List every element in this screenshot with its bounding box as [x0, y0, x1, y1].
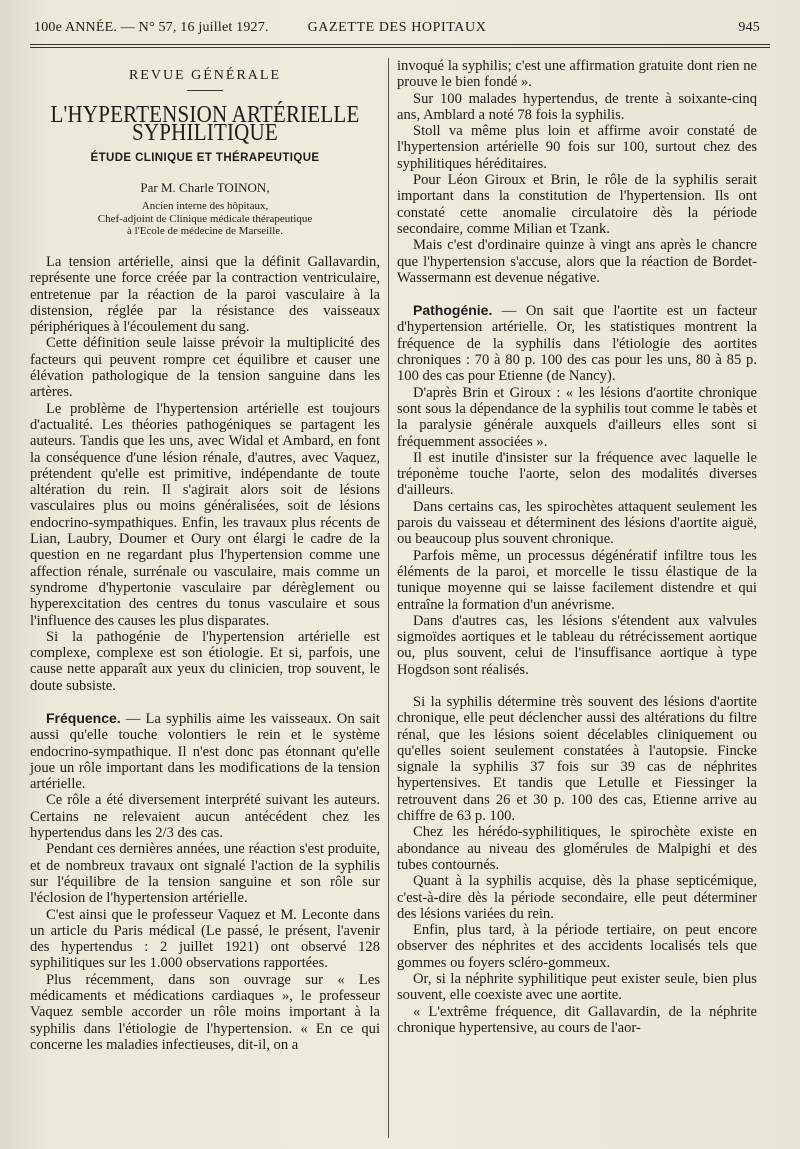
kicker-rule	[187, 90, 223, 91]
body-paragraph: Quant à la syphilis acquise, dès la phase septicémique, c'est-à-dire dès la période secondaire, elle peut déterminer des lésions variées du rein.	[397, 873, 757, 922]
body-paragraph: Si la syphilis détermine très souvent des lésions d'aortite chronique, elle peut déclencher aussi des altérations du filtre rénal, que les lésions soient décelables cliniquement ou qu'elles soient seulement constatées à l'autopsie. Fincke signale la syphilis 37 fois sur 39 cas de néphrites hypertensives. Et tandis que Letulle et Fiessinger la retrouvent dans 26 et 30 p. 100 des cas, Etienne arrive au chiffre de 63 p. 100.	[397, 693, 757, 825]
affiliation-line: Chef-adjoint de Clinique médicale thérapeutique	[97, 212, 313, 225]
body-paragraph: Ce rôle a été diversement interprété suivant les auteurs. Certains ne relevaient aucun antécédent chez les hypertendus dans les 2/3 des cas.	[30, 792, 380, 842]
body-paragraph: Mais c'est d'ordinaire quinze à vingt ans après le chancre que l'hypertension s'accuse, alors que la réaction de Bordet-Wassermann est devenue négative.	[397, 237, 757, 286]
body-paragraph: Dans certains cas, les spirochètes attaquent seulement les parois du vaisseau et déterminent des lésions d'aortite aiguë, ou beaucoup plus souvent chronique.	[397, 498, 757, 548]
article-subtitle: ÉTUDE CLINIQUE ET THÉRAPEUTIQUE	[90, 151, 320, 164]
body-paragraph: invoqué la syphilis; c'est une affirmation gratuite dont rien ne prouve le bien fondé ».	[397, 58, 757, 91]
body-paragraph: Il est inutile d'insister sur la fréquence avec laquelle le tréponème touche l'aorte, selon des modalités diverses d'ailleurs.	[397, 449, 757, 499]
body-paragraph: Le problème de l'hypertension artérielle est toujours d'actualité. Les théories pathogéniques se partagent les auteurs. Tandis que les uns, avec Widal et Ambard, en font la conséquence d'une lésion rénale, d'autres, avec Vaquez, prétendent qu'elle est primitive, indépendante de toute altération du rein. Il s'agirait alors soit de lésions vasculaires plus ou moins généralisées, soit de lésions endocrino-sympathiques. Enfin, les travaux plus récents de Lian, Laubry, Doumer et Oury ont élargi le cadre de la question en ne regardant plus l'hypertension comme une affection rénale, surrénale ou vasculaire, mais comme un syndrome d'hypertonie vasculaire par dérèglement ou hyperexcitation des centres du tonus vasculaire et sous l'influence des causes les plus disparates.	[30, 400, 380, 629]
body-paragraph: La tension artérielle, ainsi que la définit Gallavardin, représente une force créée par la contraction ventriculaire, entretenue par la réaction de la paroi vasculaire à la distension, réglée par la résistance des vaisseaux périphériques à l'écoulement du sang.	[30, 253, 380, 336]
issue-info: 100e ANNÉE. — N° 57, 16 juillet 1927.	[34, 20, 269, 35]
body-paragraph: Stoll va même plus loin et affirme avoir constaté de l'hypertension artérielle 90 fois sur 100, surtout chez des syphilitiques héréditaires.	[397, 123, 757, 172]
body-paragraph: Si la pathogénie de l'hypertension artérielle est complexe, complexe est son étiologie. Et si, parfois, une cause nette apparaît aux yeux du clinicien, trop souvent, le doute subsiste.	[30, 628, 380, 694]
section-heading-frequence: Fréquence.	[46, 710, 121, 726]
frequence-lead-text: — La syphilis aime les vaisseaux. On sait aussi qu'elle touche volontiers le rein et le système endocrino-sympathique. Il n'est donc pas étonnant qu'elle joue un rôle important dans les modifications de la tension artérielle.	[30, 711, 380, 793]
body-paragraph: Chez les hérédo-syphilitiques, le spirochète existe en abondance au niveau des glomérules de Malpighi et des tubes contournés.	[397, 824, 757, 873]
affiliation-line: Ancien interne des hôpitaux,	[141, 200, 269, 213]
section-gap	[397, 286, 757, 302]
page-header	[34, 14, 760, 44]
body-paragraph: Dans d'autres cas, les lésions s'étendent aux valvules sigmoïdes aortiques et le tableau du rétrécissement aortique ou, plus souvent, celui de l'insuffisance aortique à type Hogdson sont réalisés.	[397, 612, 757, 678]
section-kicker: REVUE GÉNÉRALE	[128, 68, 282, 83]
header-rule-double	[30, 47, 770, 48]
section-gap	[30, 694, 380, 710]
body-paragraph: Enfin, plus tard, à la période tertiaire, on peut encore observer des néphrites et des accidents localisés tels que gommes ou foyers scléro-gommeux.	[397, 922, 757, 971]
journal-title: GAZETTE DES HOPITAUX	[307, 20, 487, 35]
body-paragraph: Parfois même, un processus dégénératif infiltre tous les éléments de la paroi, et morcelle le tissu élastique de la tunique moyenne qui se laisse facilement distendre et qui entraîne la formation d'un anévrisme.	[397, 547, 757, 613]
body-paragraph: Pendant ces dernières années, une réaction s'est produite, et de nombreux travaux ont signalé l'action de la syphilis sur l'équilibre de la tension sanguine et son rôle sur l'éclosion de l'hypertension artérielle.	[30, 841, 380, 907]
section-gap	[397, 678, 757, 694]
body-paragraph: Or, si la néphrite syphilitique peut exister seule, bien plus souvent, elle coexiste avec une aortite.	[397, 971, 757, 1004]
page-number: 945	[738, 20, 760, 35]
column-divider	[388, 58, 389, 1138]
affiliation-line: à l'Ecole de médecine de Marseille.	[127, 225, 283, 238]
body-paragraph: Sur 100 malades hypertendus, de trente à soixante-cinq ans, Amblard a noté 78 fois la syphilis.	[397, 90, 757, 123]
body-paragraph: Pour Léon Giroux et Brin, le rôle de la syphilis serait important dans la constitution de l'hypertension. Ils ont constaté cette anomalie circulatoire dès la période secondaire, comme Milian et Tzank.	[397, 172, 757, 237]
body-paragraph: « L'extrême fréquence, dit Gallavardin, de la néphrite chronique hypertensive, au cours de l'aor-	[397, 1003, 757, 1036]
article-title: L'HYPERTENSION ARTÉRIELLE SYPHILITIQUE	[50, 100, 360, 147]
pathogenie-lead-paragraph	[397, 302, 757, 384]
body-paragraph: Plus récemment, dans son ouvrage sur « Les médicaments et médications cardiaques », le professeur Vaquez semble accorder un rôle moins important à la syphilis dans l'étiologie de l'hypertension. « En ce qui concerne les maladies infectieuses, dit-il, on a	[30, 971, 380, 1053]
section-heading-pathogenie: Pathogénie.	[413, 302, 493, 319]
left-column	[30, 58, 380, 1053]
body-paragraph: D'après Brin et Giroux : « les lésions d'aortite chronique sont sous la dépendance de la syphilis tout comme le tabès et la paralysie générale auxquels d'ailleurs elles sont si fréquemment associées ».	[397, 384, 757, 450]
article-author: Par M. Charle TOINON,	[140, 180, 270, 196]
right-column	[397, 58, 757, 1036]
body-paragraph: C'est ainsi que le professeur Vaquez et M. Leconte dans un article du Paris médical (Le passé, le présent, l'avenir des hypertendus : 2 juillet 1921) ont observé 128 syphilitiques sur les 1.000 observations rapportées.	[30, 906, 380, 972]
pathogenie-lead-text: — On sait que l'aortite est un facteur d'hypertension artérielle. Or, les statistiques montrent la fréquence de la syphilis dans l'étiologie des aortites chroniques : 70 à 80 p. 100 des cas pour les uns, 80 à 85 p. 100 des cas pour Etienne (de Nancy).	[397, 303, 757, 385]
body-paragraph: Cette définition seule laisse prévoir la multiplicité des facteurs qui peuvent rompre cet équilibre et causer une élévation pathologique de la tension sanguine dans les artères.	[30, 335, 380, 401]
author-affiliation	[30, 200, 380, 238]
header-rule	[30, 44, 770, 45]
frequence-lead-paragraph	[30, 710, 380, 792]
